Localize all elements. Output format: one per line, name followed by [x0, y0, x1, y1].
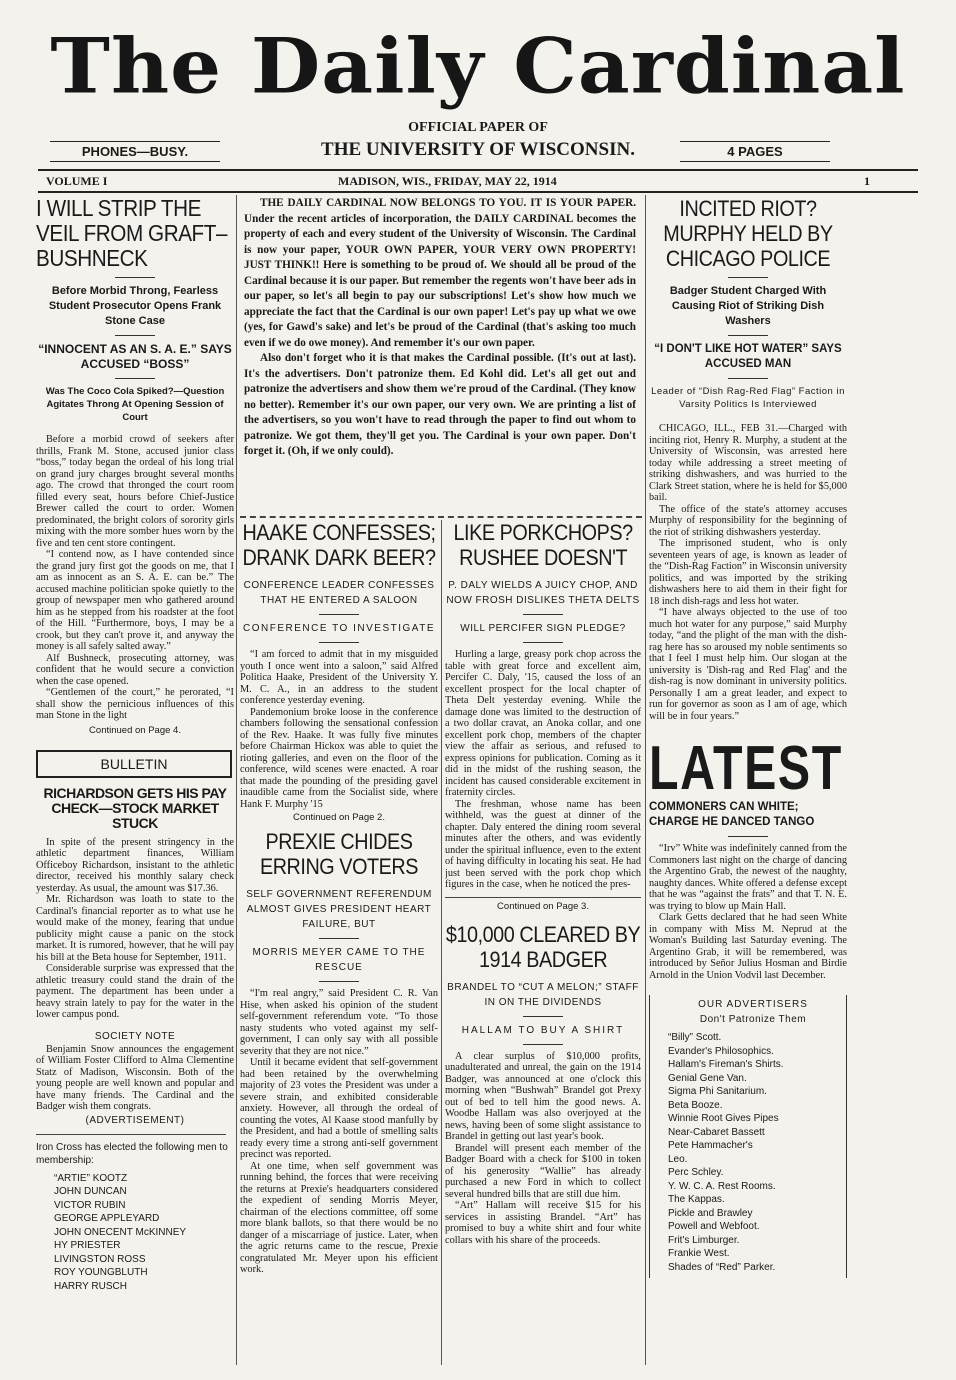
center-right-column	[445, 520, 641, 1365]
stone-article-body: Before a morbid crowd of seekers after thrills, Frank M. Stone, accused junior class “boss,” today began the ordeal of his long trial on grand jury charges brought several months ago. The crowd that thronged the court room filled every seat, hours before Chief-Justice Brewer called the court to order. Women predominated, the bright colors of sorority girls mixing with the more somber hues worn by the five and ten cent store contingent. “I contend now, as I have contended since the grand jury first got the goods on me, that I am as innocent as an S. A. E. can be.” The accused machine politician spoke quietly to the group of newspaper men who gathered around him as he stepped from his roadster at the foot of the Hill. “Furthermore, boys, I may be a crook, but they can't prove it, and anyway the money is all safely salted away.” Alf Bushneck, prosecuting attorney, was confident that he would secure a conviction when the case opened. “Gentlemen of the court,” he perorated, “I shall show the pernicious influences of this man Stone in the light	[36, 434, 234, 721]
column-rule	[236, 195, 237, 1365]
richardson-body: In spite of the present stringency in the athletic department finances, William Officeboy Richardson, insistant to the athletic director, received his monthly salary check yesterday. As usual, the amount was $17.36. Mr. Richardson was loath to state to the Cardinal's financial reporter as to what use he would make of the money, fearing that undue publicity might cause a panic on the stock market. It is rumored, however, that he will pay his bill at the Beta house for September, 1911. Considerable surprise was expressed that the athletic treasury could stand the drain of the payment. The department has been under a heavy strain lately to pay for the water in the lower campus pond.	[36, 836, 234, 1020]
haake-body: “I am forced to admit that in my misguided youth I once went into a saloon,” said Alfred Politica Haake, President of the University Y. M. C. A., in an address to the student conference yesterday evening. Pandemonium broke loose in the conference chambers following the sensational confession of the Rev. Haake. It was fully five minutes before Chairman Hickox was able to quiet the rioting galleries, and even on the floor of the conference, wild scenes were enacted. A roar that made the pounding of the presiding gavel inaudible came from the Socialist side, where Hank F. Murphy '15	[240, 649, 438, 810]
editorial-body: THE DAILY CARDINAL NOW BELONGS TO YOU. IT IS YOUR PAPER. Under the recent articles of incorporation, the DAILY CARDINAL becomes the property of each and every student of the University of Wisconsin. The Cardinal is now your paper, YOUR OWN PAPER, YOUR VERY OWN PROPERTY! JUST THINK!! Here is something to be proud of. We should all be proud of the Cardinal because it is our paper. But remember the regents won't have beer ads in our paper, so let's all begin to pay our subscriptions! Let's show how much we appreciate the fact that the Cardinal is our own paper! Let's pay up what we owe (yes, for Gawd's sake) and let's be proud of the Cardinal (that's asking too much even if we do owe money). And remember it's our own paper. Also don't forget who it is that makes the Cardinal possible. (It's out at last). It's the advertisers. Don't patronize them. Ed Kohl did. Let's all get out and patronize the advertisers and show them we're proud of the Cardinal. (They know no better). Remember it's our own paper, our very own. We are printing a list of the advertisers, so you won't have to read through the paper to find out whom to patronize. We got them, they'll get you. The Cardinal is your own paper. Don't forget it. (Oh, if we only could).	[244, 197, 636, 457]
list-item: Frit's Limburger.	[668, 1234, 740, 1246]
murphy-subdeck-2: Leader of “Dish Rag-Red Flag” Faction in Varsity Politics Is Interviewed	[651, 386, 845, 410]
list-item: Pickle and Brawley	[668, 1207, 753, 1219]
dateline-bar	[38, 169, 918, 193]
list-item: Near-Cabaret Bassett	[668, 1126, 765, 1138]
continued-note: Continued on Page 3.	[445, 897, 641, 912]
list-item: Y. W. C. A. Rest Rooms.	[668, 1180, 776, 1192]
advertisers-box	[649, 995, 847, 1278]
iron-cross-intro: Iron Cross has elected the following men to membership:	[36, 1141, 228, 1166]
continued-note: Continued on Page 4.	[89, 724, 181, 736]
badger-headline: $10,000 CLEARED BY 1914 BADGER	[445, 921, 641, 972]
badger-body: A clear surplus of $10,000 profits, unadulterated and unreal, the gain on the 1914 Badger, was announced at one o'clock this morning when “Bushwah” Brandel got Prexy out of bed to tell him the good news. A. Woodbe Hallam was also overjoyed at the news, having been of some slight assistance to Brandel in getting out last year's book. Brandel will present each member of the Badger Board with a check for $100 in token of his generosity “Wallie” has already purchased a new Ford in which to collect several hundred bills that are still due him. “Art” Hallam will receive $15 for his services in assisting Brandel. “Art” has promised to buy a white shirt and four white collars with his share of the proceeds.	[445, 1050, 641, 1246]
badger-deck: BRANDEL TO “CUT A MELON;” STAFF IN ON THE DIVIDENDS	[447, 981, 639, 1008]
advertisers-list	[668, 1031, 838, 1274]
haake-headline: HAAKE CONFESSES; DRANK DARK BEER?	[242, 520, 436, 570]
list-item: Evander's Philosophics.	[668, 1045, 774, 1057]
list-item: Beta Booze.	[668, 1099, 723, 1111]
porkchops-headline: LIKE PORKCHOPS? RUSHEE DOESN'T	[453, 520, 633, 570]
editorial-divider	[240, 516, 642, 518]
list-item: Shades of “Red” Parker.	[668, 1261, 776, 1273]
society-note-title: SOCIETY NOTE	[94, 1030, 176, 1042]
latest-banner: LATEST	[649, 734, 843, 803]
richardson-headline: RICHARDSON GETS HIS PAY CHECK—STOCK MARKET STUCK	[43, 784, 227, 831]
list-item: Perc Schley.	[668, 1167, 724, 1178]
society-advertisement: (ADVERTISEMENT)	[85, 1114, 185, 1126]
list-item: Powell and Webfoot.	[668, 1221, 760, 1232]
center-left-column	[240, 520, 438, 1365]
list-item: Sigma Phi Sanitarium.	[668, 1086, 767, 1097]
right-column	[649, 196, 847, 1366]
list-item: Hallam's Fireman's Shirts.	[668, 1059, 784, 1070]
porkchops-subdeck: WILL PERCIFER SIGN PLEDGE?	[460, 623, 626, 634]
porkchops-deck: P. DALY WIELDS A JUICY CHOP, AND NOW FROSH DISLIKES THETA DELTS	[446, 580, 640, 606]
bulletin-box: BULLETIN	[36, 750, 232, 778]
murphy-deck: Badger Student Charged With Causing Riot of Striking Dish Washers	[669, 285, 827, 327]
continued-note: Continued on Page 2.	[293, 812, 385, 823]
iron-cross-list	[36, 1172, 234, 1294]
list-item: “ARTIE” KOOTZ	[54, 1172, 128, 1184]
haake-deck: CONFERENCE LEADER CONFESSES THAT HE ENTERED A SALOON	[243, 580, 435, 606]
volume-label: VOLUME I	[46, 174, 108, 188]
stone-subdeck-2: Was The Coco Cola Spiked?—Question Agitates Throng At Opening Session of Court	[45, 386, 225, 423]
latest-headline: COMMONERS CAN WHITE; CHARGE HE DANCED TANGO	[649, 801, 815, 828]
society-note-body: Benjamin Snow announces the engagement of William Foster Clifford to Alma Clementine Statz of Madison, Wisconsin. Both of the young people are well known and popular and have many friends. The Cardinal and the Badger wish them congrats.	[36, 1043, 234, 1112]
list-item: GEORGE APPLEYARD	[54, 1213, 160, 1224]
list-item: JOHN ONECENT McKINNEY	[54, 1226, 187, 1238]
list-item: ROY YOUNGBLUTH	[54, 1267, 148, 1278]
list-item: Frankie West.	[668, 1248, 730, 1259]
list-item: “Billy” Scott.	[668, 1032, 722, 1043]
left-column	[36, 196, 234, 1366]
list-item: JOHN DUNCAN	[54, 1186, 127, 1197]
university-line: THE UNIVERSITY OF WISCONSIN.	[321, 139, 635, 160]
murphy-body: CHICAGO, ILL., FEB 31.—Charged with inciting riot, Henry R. Murphy, a student at the University of Wisconsin, was arrested here today while addressing a street meeting of striking dishwashers, and was hurried to the Clark Street station, where he is held for $5,000 bail. The office of the state's attorney accuses Murphy of responsibility for the beginning of the riot of striking dishwashers yesterday. The imprisoned student, who is only seventeen years of age, is known as leader of the “Dish-Rag Faction” in Wisconsin university politics, and was imported by the striking dishwashers here to aid them in their fight for 18 inch dish-rags and less hot water. “I have always objected to the use of too much hot water for any purpose,” said Murphy today, “and the plight of the man with the dish-rag here has so aroused my noble sentiments so that I feel I must help him. Our slogan at the university is 'Dish-rag and Red Flag' and the dish-rag is now dominant in university politics. Personally I am a great leader, and expect to run for governor as soon as I am of age, which will be in four years.”	[649, 423, 847, 722]
list-item: Pete Hammacher's	[668, 1140, 753, 1151]
list-item: Genial Gene Van.	[668, 1072, 747, 1084]
pages-box: 4 PAGES	[680, 141, 830, 162]
advertisers-subtitle: Don't Patronize Them	[699, 1014, 807, 1025]
murphy-subdeck: “I DON'T LIKE HOT WATER” SAYS ACCUSED MAN	[654, 343, 842, 370]
porkchops-body: Hurling a large, greasy pork chop across the table with great force and excellent aim, Percifer C. Daly, '15, caused the loss of an excellent prospect for the local chapter of Theta Delt yesterday evening. While the damage done was limited to the destruction of a two dollar cravat, an Anoka collar, and one excellent pork chop, members of the chapter view the affair as serious, and refused to express opinions for publication. Coming as it did in the midst of the rushing season, the incident has caused considerable excitement in fraternity circles. The freshman, whose name has been withheld, was the guest at dinner of the chapter. Daly entered the dining room several minutes after the others, and was evidently under the spiritual influence, even to the extent of having difficulty in locating his seat. He had just been served with the pork chop which figures in the case, when he noticed the pres-	[445, 649, 641, 890]
haake-subdeck: CONFERENCE TO INVESTIGATE	[243, 623, 435, 634]
prexie-body: “I'm real angry,” said President C. R. Van Hise, when asked his opinion of the student self-government referendum vote. “To those nasty students who voted against my self-government, I can only say with all possible severity that they are not nice.” Until it became evident that self-government had been retained by the overwhelming majority of 23 votes the President was under a severe strain, and exhibited considerable anxiety. However, all through the ordeal of counting the votes, Al Kaase stood manfully by the President, and had a bottle of smelling salts ready every time a strong anti-self government precinct was reported. At one time, when self government was running behind, the forces that were receiving the returns at Prexie's headquarters considered the expedient of sending Morris Meyer, chairman of the elections committee, off some more blank ballots, so that there would be no danger of a miscarriage of justice. Later, when the agric returns came to the rescue, Prexie congratulated Mr. Meyer upon his efficient work.	[240, 988, 438, 1275]
official-paper-line: OFFICIAL PAPER OF	[408, 120, 548, 135]
badger-subdeck: HALLAM TO BUY A SHIRT	[461, 1024, 625, 1036]
prexie-subdeck: MORRIS MEYER CAME TO THE RESCUE	[252, 947, 426, 973]
masthead-title: The Daily Cardinal	[50, 21, 906, 111]
stone-headline: I WILL STRIP THE VEIL FROM GRAFT–BUSHNECK	[36, 196, 228, 271]
list-item: The Kappas.	[668, 1194, 725, 1205]
latest-body: “Irv” White was indefinitely canned from the Commoners last night on the charge of dancing the Argentino Grab, the newest of the naughty, naughty dances. White offered a defense except that he was “against the frats” and that T. N. E. was trying to blow up Main Hall. Clark Getts declared that he had seen White in company with Miss M. Neprud at the Woman's Building last Saturday evening. The Argentino Grab, it will be remembered, was introduced by Señor Julius Hosman and Birdie Arnold in the Union Vodvil last December.	[649, 843, 847, 981]
stone-deck: Before Morbid Throng, Fearless Student Prosecutor Opens Frank Stone Case	[48, 285, 222, 327]
list-item: HARRY RUSCH	[54, 1280, 127, 1292]
editorial-block	[244, 196, 636, 514]
issue-date: MADISON, WIS., FRIDAY, MAY 22, 1914	[338, 174, 557, 188]
column-rule	[645, 195, 646, 1365]
list-item: VICTOR RUBIN	[54, 1199, 126, 1211]
page-number: 1	[864, 174, 870, 188]
column-rule	[441, 520, 442, 1365]
list-item: HY PRIESTER	[54, 1240, 121, 1251]
prexie-deck: SELF GOVERNMENT REFERENDUM ALMOST GIVES PRESIDENT HEART FAILURE, BUT	[246, 889, 432, 930]
advertisers-title: OUR ADVERTISERS	[698, 999, 808, 1010]
stone-subdeck: “INNOCENT AS AN S. A. E.” SAYS ACCUSED “BOSS”	[38, 342, 232, 371]
prexie-headline: PREXIE CHIDES ERRING VOTERS	[259, 829, 419, 879]
list-item: Winnie Root Gives Pipes	[668, 1113, 779, 1124]
list-item: LIVINGSTON ROSS	[54, 1253, 146, 1265]
phones-box: PHONES—BUSY.	[50, 141, 220, 162]
murphy-headline: INCITED RIOT? MURPHY HELD BY CHICAGO POLICE	[663, 196, 833, 271]
list-item: Leo.	[668, 1153, 688, 1165]
